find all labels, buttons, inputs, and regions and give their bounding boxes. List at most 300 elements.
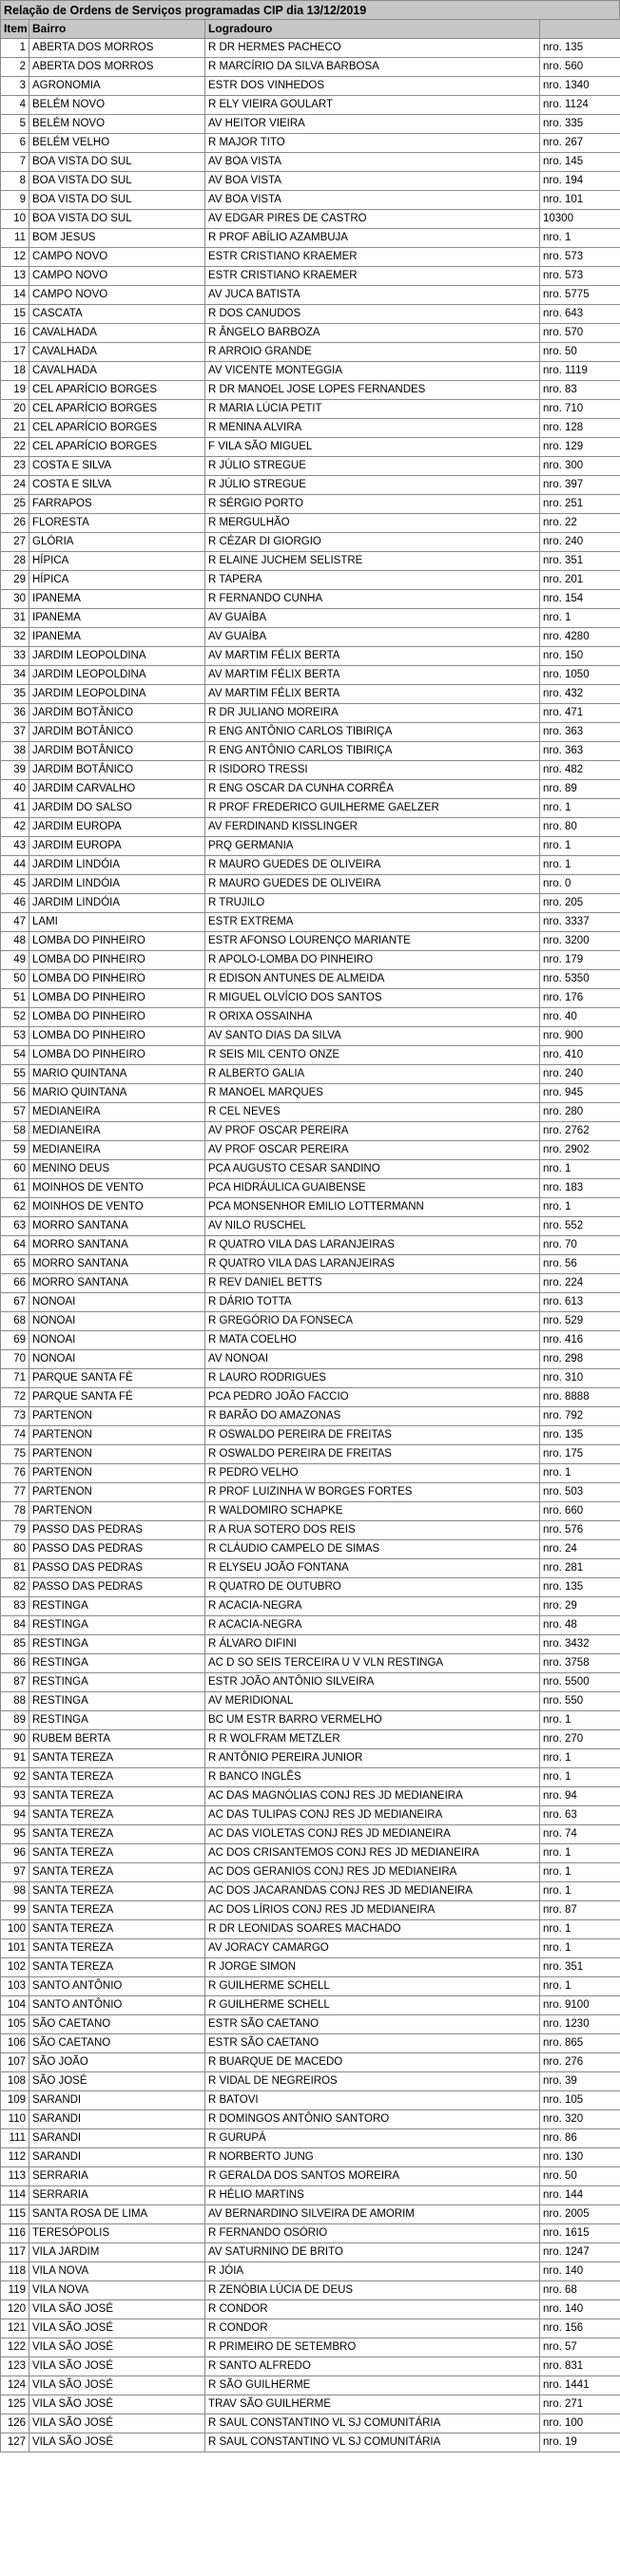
cell-numero[interactable]: nro. 94 <box>540 1787 620 1806</box>
cell-bairro[interactable]: RUBEM BERTA <box>29 1730 205 1749</box>
cell-numero[interactable]: nro. 19 <box>540 2433 620 2452</box>
cell-logradouro[interactable]: R PRIMEIRO DE SETEMBRO <box>205 2338 540 2357</box>
cell-logradouro[interactable]: AV EDGAR PIRES DE CASTRO <box>205 210 540 229</box>
cell-item[interactable]: 52 <box>1 1008 29 1027</box>
cell-numero[interactable]: nro. 2005 <box>540 2205 620 2224</box>
cell-logradouro[interactable]: AC DAS VIOLETAS CONJ RES JD MEDIANEIRA <box>205 1825 540 1844</box>
cell-item[interactable]: 6 <box>1 134 29 153</box>
cell-logradouro[interactable]: R DR JULIANO MOREIRA <box>205 704 540 723</box>
cell-numero[interactable]: nro. 176 <box>540 989 620 1008</box>
cell-logradouro[interactable]: AV GUAÍBA <box>205 628 540 647</box>
cell-bairro[interactable]: PARTENON <box>29 1464 205 1483</box>
cell-numero[interactable]: nro. 1 <box>540 1198 620 1217</box>
cell-logradouro[interactable]: R JÚLIO STREGUE <box>205 476 540 495</box>
cell-logradouro[interactable]: R MARCÍRIO DA SILVA BARBOSA <box>205 58 540 77</box>
cell-numero[interactable]: nro. 240 <box>540 533 620 552</box>
cell-logradouro[interactable]: R CLÁUDIO CAMPELO DE SIMAS <box>205 1540 540 1559</box>
cell-item[interactable]: 108 <box>1 2072 29 2091</box>
cell-bairro[interactable]: PARTENON <box>29 1445 205 1464</box>
cell-bairro[interactable]: MEDIANEIRA <box>29 1103 205 1122</box>
cell-item[interactable]: 42 <box>1 818 29 837</box>
cell-item[interactable]: 98 <box>1 1882 29 1901</box>
cell-numero[interactable]: nro. 1124 <box>540 96 620 115</box>
cell-item[interactable]: 24 <box>1 476 29 495</box>
cell-bairro[interactable]: VILA SÃO JOSÉ <box>29 2376 205 2395</box>
cell-logradouro[interactable]: R GREGÓRIO DA FONSECA <box>205 1312 540 1331</box>
cell-numero[interactable]: nro. 40 <box>540 1008 620 1027</box>
cell-item[interactable]: 99 <box>1 1901 29 1920</box>
cell-bairro[interactable]: JARDIM LEOPOLDINA <box>29 647 205 666</box>
cell-numero[interactable]: nro. 140 <box>540 2300 620 2319</box>
cell-logradouro[interactable]: AV BOA VISTA <box>205 172 540 191</box>
cell-numero[interactable]: nro. 1615 <box>540 2224 620 2243</box>
cell-bairro[interactable]: VILA SÃO JOSÉ <box>29 2414 205 2433</box>
cell-bairro[interactable]: MORRO SANTANA <box>29 1236 205 1255</box>
cell-numero[interactable]: nro. 1340 <box>540 77 620 96</box>
cell-logradouro[interactable]: AC DOS CRISANTEMOS CONJ RES JD MEDIANEIRA <box>205 1844 540 1863</box>
cell-bairro[interactable]: SANTA TEREZA <box>29 1863 205 1882</box>
cell-bairro[interactable]: JARDIM BOTÂNICO <box>29 704 205 723</box>
cell-logradouro[interactable]: R ALBERTO GALIA <box>205 1065 540 1084</box>
cell-bairro[interactable]: BOM JESUS <box>29 229 205 248</box>
cell-numero[interactable]: nro. 87 <box>540 1901 620 1920</box>
cell-logradouro[interactable]: R JORGE SIMON <box>205 1958 540 1977</box>
cell-numero[interactable]: nro. 175 <box>540 1445 620 1464</box>
cell-logradouro[interactable]: AV NONOAI <box>205 1350 540 1369</box>
cell-bairro[interactable]: BELÉM VELHO <box>29 134 205 153</box>
cell-numero[interactable]: nro. 1 <box>540 1920 620 1939</box>
cell-bairro[interactable]: FARRAPOS <box>29 495 205 514</box>
cell-numero[interactable]: nro. 50 <box>540 343 620 362</box>
cell-item[interactable]: 14 <box>1 286 29 305</box>
cell-logradouro[interactable]: R BATOVI <box>205 2091 540 2110</box>
cell-numero[interactable]: nro. 5350 <box>540 970 620 989</box>
cell-numero[interactable]: nro. 1 <box>540 609 620 628</box>
cell-logradouro[interactable]: AV MARTIM FÉLIX BERTA <box>205 666 540 685</box>
cell-bairro[interactable]: MOINHOS DE VENTO <box>29 1198 205 1217</box>
cell-item[interactable]: 30 <box>1 590 29 609</box>
cell-logradouro[interactable]: R ANTÔNIO PEREIRA JUNIOR <box>205 1749 540 1768</box>
cell-bairro[interactable]: SANTA TEREZA <box>29 1901 205 1920</box>
cell-bairro[interactable]: LAMI <box>29 913 205 932</box>
cell-numero[interactable]: nro. 945 <box>540 1084 620 1103</box>
cell-bairro[interactable]: CEL APARÍCIO BORGES <box>29 381 205 400</box>
cell-numero[interactable]: nro. 56 <box>540 1255 620 1274</box>
cell-numero[interactable]: nro. 156 <box>540 2319 620 2338</box>
cell-bairro[interactable]: MARIO QUINTANA <box>29 1065 205 1084</box>
cell-item[interactable]: 111 <box>1 2129 29 2148</box>
cell-item[interactable]: 117 <box>1 2243 29 2262</box>
cell-bairro[interactable]: CEL APARÍCIO BORGES <box>29 438 205 457</box>
cell-logradouro[interactable]: R GUILHERME SCHELL <box>205 1977 540 1996</box>
cell-bairro[interactable]: CEL APARÍCIO BORGES <box>29 400 205 419</box>
cell-item[interactable]: 61 <box>1 1179 29 1198</box>
cell-item[interactable]: 17 <box>1 343 29 362</box>
cell-logradouro[interactable]: ESTR AFONSO LOURENÇO MARIANTE <box>205 932 540 951</box>
cell-numero[interactable]: nro. 183 <box>540 1179 620 1198</box>
cell-item[interactable]: 94 <box>1 1806 29 1825</box>
cell-logradouro[interactable]: R MAURO GUEDES DE OLIVEIRA <box>205 856 540 875</box>
cell-bairro[interactable]: LOMBA DO PINHEIRO <box>29 951 205 970</box>
cell-item[interactable]: 93 <box>1 1787 29 1806</box>
cell-numero[interactable]: nro. 0 <box>540 875 620 894</box>
cell-item[interactable]: 80 <box>1 1540 29 1559</box>
cell-logradouro[interactable]: AV MERIDIONAL <box>205 1692 540 1711</box>
cell-logradouro[interactable]: AC DAS TULIPAS CONJ RES JD MEDIANEIRA <box>205 1806 540 1825</box>
cell-logradouro[interactable]: AV MARTIM FÉLIX BERTA <box>205 685 540 704</box>
cell-bairro[interactable]: HÍPICA <box>29 571 205 590</box>
cell-logradouro[interactable]: ESTR EXTREMA <box>205 913 540 932</box>
cell-bairro[interactable]: FLORESTA <box>29 514 205 533</box>
cell-logradouro[interactable]: R MANOEL MARQUES <box>205 1084 540 1103</box>
cell-numero[interactable]: nro. 179 <box>540 951 620 970</box>
cell-item[interactable]: 84 <box>1 1616 29 1635</box>
cell-item[interactable]: 15 <box>1 305 29 324</box>
cell-bairro[interactable]: ABERTA DOS MORROS <box>29 58 205 77</box>
cell-item[interactable]: 86 <box>1 1654 29 1673</box>
cell-bairro[interactable]: NONOAI <box>29 1331 205 1350</box>
cell-numero[interactable]: nro. 50 <box>540 2167 620 2186</box>
cell-logradouro[interactable]: R ÂNGELO BARBOZA <box>205 324 540 343</box>
cell-bairro[interactable]: RESTINGA <box>29 1616 205 1635</box>
cell-numero[interactable]: nro. 573 <box>540 267 620 286</box>
cell-bairro[interactable]: JARDIM EUROPA <box>29 837 205 856</box>
cell-numero[interactable]: nro. 1050 <box>540 666 620 685</box>
cell-bairro[interactable]: PASSO DAS PEDRAS <box>29 1578 205 1597</box>
cell-logradouro[interactable]: R DOS CANUDOS <box>205 305 540 324</box>
cell-item[interactable]: 110 <box>1 2110 29 2129</box>
cell-item[interactable]: 56 <box>1 1084 29 1103</box>
cell-bairro[interactable]: PASSO DAS PEDRAS <box>29 1521 205 1540</box>
cell-item[interactable]: 31 <box>1 609 29 628</box>
cell-logradouro[interactable]: R WALDOMIRO SCHAPKE <box>205 1502 540 1521</box>
cell-bairro[interactable]: VILA NOVA <box>29 2281 205 2300</box>
cell-numero[interactable]: nro. 550 <box>540 1692 620 1711</box>
cell-item[interactable]: 113 <box>1 2167 29 2186</box>
cell-bairro[interactable]: IPANEMA <box>29 590 205 609</box>
cell-logradouro[interactable]: R JÓIA <box>205 2262 540 2281</box>
cell-bairro[interactable]: MORRO SANTANA <box>29 1217 205 1236</box>
cell-logradouro[interactable]: R MAURO GUEDES DE OLIVEIRA <box>205 875 540 894</box>
cell-item[interactable]: 78 <box>1 1502 29 1521</box>
cell-logradouro[interactable]: AV BOA VISTA <box>205 191 540 210</box>
cell-bairro[interactable]: VILA SÃO JOSÉ <box>29 2395 205 2414</box>
cell-bairro[interactable]: BOA VISTA DO SUL <box>29 153 205 172</box>
cell-item[interactable]: 55 <box>1 1065 29 1084</box>
cell-item[interactable]: 81 <box>1 1559 29 1578</box>
cell-item[interactable]: 64 <box>1 1236 29 1255</box>
cell-bairro[interactable]: SÃO CAETANO <box>29 2015 205 2034</box>
cell-logradouro[interactable]: R MAJOR TITO <box>205 134 540 153</box>
cell-numero[interactable]: nro. 482 <box>540 761 620 780</box>
cell-logradouro[interactable]: R REV DANIEL BETTS <box>205 1274 540 1293</box>
cell-logradouro[interactable]: ESTR SÃO CAETANO <box>205 2015 540 2034</box>
cell-numero[interactable]: nro. 1 <box>540 1749 620 1768</box>
cell-numero[interactable]: nro. 22 <box>540 514 620 533</box>
cell-numero[interactable]: nro. 1 <box>540 799 620 818</box>
cell-numero[interactable]: nro. 105 <box>540 2091 620 2110</box>
cell-bairro[interactable]: VILA SÃO JOSÉ <box>29 2433 205 2452</box>
cell-item[interactable]: 10 <box>1 210 29 229</box>
cell-bairro[interactable]: SARANDI <box>29 2148 205 2167</box>
cell-logradouro[interactable]: R ACACIA-NEGRA <box>205 1597 540 1616</box>
cell-item[interactable]: 18 <box>1 362 29 381</box>
cell-numero[interactable]: nro. 397 <box>540 476 620 495</box>
cell-numero[interactable]: nro. 39 <box>540 2072 620 2091</box>
cell-logradouro[interactable]: R BARÃO DO AMAZONAS <box>205 1407 540 1426</box>
cell-logradouro[interactable]: R SÉRGIO PORTO <box>205 495 540 514</box>
cell-item[interactable]: 22 <box>1 438 29 457</box>
cell-logradouro[interactable]: R CÉZAR DI GIORGIO <box>205 533 540 552</box>
cell-numero[interactable]: nro. 570 <box>540 324 620 343</box>
cell-numero[interactable]: nro. 1 <box>540 837 620 856</box>
cell-numero[interactable]: nro. 48 <box>540 1616 620 1635</box>
cell-item[interactable]: 105 <box>1 2015 29 2034</box>
cell-logradouro[interactable]: AV HEITOR VIEIRA <box>205 115 540 134</box>
cell-item[interactable]: 16 <box>1 324 29 343</box>
cell-numero[interactable]: nro. 529 <box>540 1312 620 1331</box>
cell-item[interactable]: 57 <box>1 1103 29 1122</box>
cell-logradouro[interactable]: R A RUA SOTERO DOS REIS <box>205 1521 540 1540</box>
cell-numero[interactable]: nro. 1 <box>540 1939 620 1958</box>
cell-bairro[interactable]: HÍPICA <box>29 552 205 571</box>
cell-item[interactable]: 35 <box>1 685 29 704</box>
cell-numero[interactable]: nro. 613 <box>540 1293 620 1312</box>
cell-numero[interactable]: nro. 3337 <box>540 913 620 932</box>
cell-logradouro[interactable]: BC UM ESTR BARRO VERMELHO <box>205 1711 540 1730</box>
sheet-title[interactable]: Relação de Ordens de Serviços programadas CIP dia 13/12/2019 <box>0 0 620 19</box>
cell-logradouro[interactable]: R BUARQUE DE MACEDO <box>205 2053 540 2072</box>
cell-logradouro[interactable]: ESTR CRISTIANO KRAEMER <box>205 267 540 286</box>
cell-logradouro[interactable]: R R WOLFRAM METZLER <box>205 1730 540 1749</box>
cell-bairro[interactable]: LOMBA DO PINHEIRO <box>29 1027 205 1046</box>
cell-bairro[interactable]: TERESÓPOLIS <box>29 2224 205 2243</box>
cell-numero[interactable]: nro. 154 <box>540 590 620 609</box>
cell-numero[interactable]: nro. 135 <box>540 1426 620 1445</box>
cell-bairro[interactable]: MORRO SANTANA <box>29 1274 205 1293</box>
cell-item[interactable]: 125 <box>1 2395 29 2414</box>
cell-logradouro[interactable]: R ACACIA-NEGRA <box>205 1616 540 1635</box>
cell-item[interactable]: 49 <box>1 951 29 970</box>
cell-item[interactable]: 41 <box>1 799 29 818</box>
cell-bairro[interactable]: BOA VISTA DO SUL <box>29 172 205 191</box>
header-bairro[interactable]: Bairro <box>29 20 205 39</box>
cell-item[interactable]: 91 <box>1 1749 29 1768</box>
cell-item[interactable]: 114 <box>1 2186 29 2205</box>
cell-logradouro[interactable]: R OSWALDO PEREIRA DE FREITAS <box>205 1426 540 1445</box>
cell-bairro[interactable]: MEDIANEIRA <box>29 1122 205 1141</box>
cell-item[interactable]: 76 <box>1 1464 29 1483</box>
cell-logradouro[interactable]: R SAUL CONSTANTINO VL SJ COMUNITÁRIA <box>205 2414 540 2433</box>
cell-numero[interactable]: nro. 240 <box>540 1065 620 1084</box>
cell-numero[interactable]: nro. 552 <box>540 1217 620 1236</box>
cell-numero[interactable]: nro. 280 <box>540 1103 620 1122</box>
cell-numero[interactable]: nro. 1 <box>540 1863 620 1882</box>
cell-logradouro[interactable]: AV NILO RUSCHEL <box>205 1217 540 1236</box>
cell-logradouro[interactable]: PCA AUGUSTO CESAR SANDINO <box>205 1160 540 1179</box>
cell-item[interactable]: 127 <box>1 2433 29 2452</box>
cell-numero[interactable]: nro. 63 <box>540 1806 620 1825</box>
cell-logradouro[interactable]: PCA MONSENHOR EMILIO LOTTERMANN <box>205 1198 540 1217</box>
cell-item[interactable]: 58 <box>1 1122 29 1141</box>
cell-item[interactable]: 25 <box>1 495 29 514</box>
cell-logradouro[interactable]: AC DOS JACARANDAS CONJ RES JD MEDIANEIRA <box>205 1882 540 1901</box>
cell-numero[interactable]: nro. 351 <box>540 1958 620 1977</box>
cell-logradouro[interactable]: R QUATRO VILA DAS LARANJEIRAS <box>205 1236 540 1255</box>
cell-numero[interactable]: nro. 1230 <box>540 2015 620 2034</box>
cell-item[interactable]: 3 <box>1 77 29 96</box>
cell-item[interactable]: 89 <box>1 1711 29 1730</box>
cell-numero[interactable]: nro. 1 <box>540 229 620 248</box>
cell-logradouro[interactable]: AV SATURNINO DE BRITO <box>205 2243 540 2262</box>
cell-bairro[interactable]: VILA JARDIM <box>29 2243 205 2262</box>
cell-bairro[interactable]: RESTINGA <box>29 1635 205 1654</box>
cell-item[interactable]: 123 <box>1 2357 29 2376</box>
cell-logradouro[interactable]: AC D SO SEIS TERCEIRA U V VLN RESTINGA <box>205 1654 540 1673</box>
cell-numero[interactable]: nro. 792 <box>540 1407 620 1426</box>
cell-item[interactable]: 101 <box>1 1939 29 1958</box>
cell-bairro[interactable]: JARDIM BOTÂNICO <box>29 761 205 780</box>
cell-numero[interactable]: nro. 80 <box>540 818 620 837</box>
cell-numero[interactable]: nro. 270 <box>540 1730 620 1749</box>
cell-logradouro[interactable]: R TRUJILO <box>205 894 540 913</box>
cell-item[interactable]: 51 <box>1 989 29 1008</box>
cell-item[interactable]: 72 <box>1 1388 29 1407</box>
cell-item[interactable]: 88 <box>1 1692 29 1711</box>
cell-item[interactable]: 126 <box>1 2414 29 2433</box>
cell-bairro[interactable]: BOA VISTA DO SUL <box>29 210 205 229</box>
cell-bairro[interactable]: COSTA E SILVA <box>29 457 205 476</box>
cell-bairro[interactable]: SANTO ANTÔNIO <box>29 1977 205 1996</box>
cell-numero[interactable]: nro. 320 <box>540 2110 620 2129</box>
cell-numero[interactable]: nro. 410 <box>540 1046 620 1065</box>
cell-logradouro[interactable]: R MERGULHÃO <box>205 514 540 533</box>
cell-item[interactable]: 20 <box>1 400 29 419</box>
cell-numero[interactable]: nro. 1119 <box>540 362 620 381</box>
cell-bairro[interactable]: CASCATA <box>29 305 205 324</box>
cell-logradouro[interactable]: R SEIS MIL CENTO ONZE <box>205 1046 540 1065</box>
cell-numero[interactable]: nro. 1 <box>540 1768 620 1787</box>
cell-bairro[interactable]: JARDIM DO SALSO <box>29 799 205 818</box>
cell-item[interactable]: 26 <box>1 514 29 533</box>
cell-logradouro[interactable]: R ENG OSCAR DA CUNHA CORRÊA <box>205 780 540 799</box>
cell-numero[interactable]: nro. 276 <box>540 2053 620 2072</box>
cell-numero[interactable]: nro. 298 <box>540 1350 620 1369</box>
cell-bairro[interactable]: PARTENON <box>29 1426 205 1445</box>
cell-item[interactable]: 75 <box>1 1445 29 1464</box>
cell-item[interactable]: 32 <box>1 628 29 647</box>
cell-numero[interactable]: nro. 1 <box>540 856 620 875</box>
cell-item[interactable]: 100 <box>1 1920 29 1939</box>
cell-numero[interactable]: nro. 660 <box>540 1502 620 1521</box>
cell-bairro[interactable]: SANTA TEREZA <box>29 1958 205 1977</box>
cell-logradouro[interactable]: ESTR CRISTIANO KRAEMER <box>205 248 540 267</box>
cell-numero[interactable]: nro. 145 <box>540 153 620 172</box>
cell-logradouro[interactable]: R FERNANDO CUNHA <box>205 590 540 609</box>
cell-item[interactable]: 87 <box>1 1673 29 1692</box>
cell-item[interactable]: 82 <box>1 1578 29 1597</box>
cell-numero[interactable]: nro. 101 <box>540 191 620 210</box>
cell-item[interactable]: 95 <box>1 1825 29 1844</box>
cell-item[interactable]: 21 <box>1 419 29 438</box>
cell-item[interactable]: 19 <box>1 381 29 400</box>
cell-item[interactable]: 96 <box>1 1844 29 1863</box>
cell-logradouro[interactable]: AV VICENTE MONTEGGIA <box>205 362 540 381</box>
cell-bairro[interactable]: SÃO JOSÉ <box>29 2072 205 2091</box>
cell-bairro[interactable]: BELÉM NOVO <box>29 96 205 115</box>
cell-bairro[interactable]: BELÉM NOVO <box>29 115 205 134</box>
cell-numero[interactable]: nro. 205 <box>540 894 620 913</box>
cell-numero[interactable]: nro. 135 <box>540 1578 620 1597</box>
cell-bairro[interactable]: SANTA TEREZA <box>29 1939 205 1958</box>
cell-logradouro[interactable]: AV JORACY CAMARGO <box>205 1939 540 1958</box>
cell-bairro[interactable]: RESTINGA <box>29 1597 205 1616</box>
cell-numero[interactable]: nro. 576 <box>540 1521 620 1540</box>
cell-logradouro[interactable]: AV PROF OSCAR PEREIRA <box>205 1122 540 1141</box>
cell-numero[interactable]: nro. 1247 <box>540 2243 620 2262</box>
cell-logradouro[interactable]: R JÚLIO STREGUE <box>205 457 540 476</box>
cell-bairro[interactable]: RESTINGA <box>29 1673 205 1692</box>
cell-bairro[interactable]: SANTA TEREZA <box>29 1844 205 1863</box>
cell-numero[interactable]: nro. 267 <box>540 134 620 153</box>
cell-numero[interactable]: nro. 83 <box>540 381 620 400</box>
cell-bairro[interactable]: CEL APARÍCIO BORGES <box>29 419 205 438</box>
cell-logradouro[interactable]: R ISIDORO TRESSI <box>205 761 540 780</box>
cell-bairro[interactable]: JARDIM EUROPA <box>29 818 205 837</box>
cell-bairro[interactable]: RESTINGA <box>29 1711 205 1730</box>
cell-bairro[interactable]: NONOAI <box>29 1312 205 1331</box>
cell-item[interactable]: 33 <box>1 647 29 666</box>
cell-numero[interactable]: nro. 4280 <box>540 628 620 647</box>
cell-logradouro[interactable]: R NORBERTO JUNG <box>205 2148 540 2167</box>
cell-bairro[interactable]: LOMBA DO PINHEIRO <box>29 970 205 989</box>
cell-numero[interactable]: nro. 29 <box>540 1597 620 1616</box>
cell-logradouro[interactable]: R HÉLIO MARTINS <box>205 2186 540 2205</box>
cell-bairro[interactable]: SANTA ROSA DE LIMA <box>29 2205 205 2224</box>
cell-bairro[interactable]: JARDIM CARVALHO <box>29 780 205 799</box>
cell-numero[interactable]: nro. 710 <box>540 400 620 419</box>
cell-numero[interactable]: nro. 5775 <box>540 286 620 305</box>
cell-item[interactable]: 109 <box>1 2091 29 2110</box>
cell-numero[interactable]: nro. 224 <box>540 1274 620 1293</box>
cell-item[interactable]: 85 <box>1 1635 29 1654</box>
cell-logradouro[interactable]: R ELY VIEIRA GOULART <box>205 96 540 115</box>
cell-bairro[interactable]: PASSO DAS PEDRAS <box>29 1559 205 1578</box>
cell-numero[interactable]: nro. 471 <box>540 704 620 723</box>
cell-item[interactable]: 83 <box>1 1597 29 1616</box>
cell-logradouro[interactable]: R ARROIO GRANDE <box>205 343 540 362</box>
cell-item[interactable]: 23 <box>1 457 29 476</box>
cell-item[interactable]: 77 <box>1 1483 29 1502</box>
cell-logradouro[interactable]: AV BOA VISTA <box>205 153 540 172</box>
cell-item[interactable]: 29 <box>1 571 29 590</box>
cell-logradouro[interactable]: R GURUPÁ <box>205 2129 540 2148</box>
cell-logradouro[interactable]: R MENINA ALVIRA <box>205 419 540 438</box>
cell-item[interactable]: 73 <box>1 1407 29 1426</box>
cell-logradouro[interactable]: AV PROF OSCAR PEREIRA <box>205 1141 540 1160</box>
cell-numero[interactable]: nro. 573 <box>540 248 620 267</box>
cell-numero[interactable]: nro. 643 <box>540 305 620 324</box>
cell-numero[interactable]: nro. 2902 <box>540 1141 620 1160</box>
cell-item[interactable]: 121 <box>1 2319 29 2338</box>
cell-numero[interactable]: nro. 201 <box>540 571 620 590</box>
cell-bairro[interactable]: SERRARIA <box>29 2167 205 2186</box>
cell-item[interactable]: 65 <box>1 1255 29 1274</box>
cell-logradouro[interactable]: AV GUAÍBA <box>205 609 540 628</box>
cell-item[interactable]: 7 <box>1 153 29 172</box>
header-numero[interactable] <box>540 20 620 39</box>
cell-bairro[interactable]: CAVALHADA <box>29 324 205 343</box>
